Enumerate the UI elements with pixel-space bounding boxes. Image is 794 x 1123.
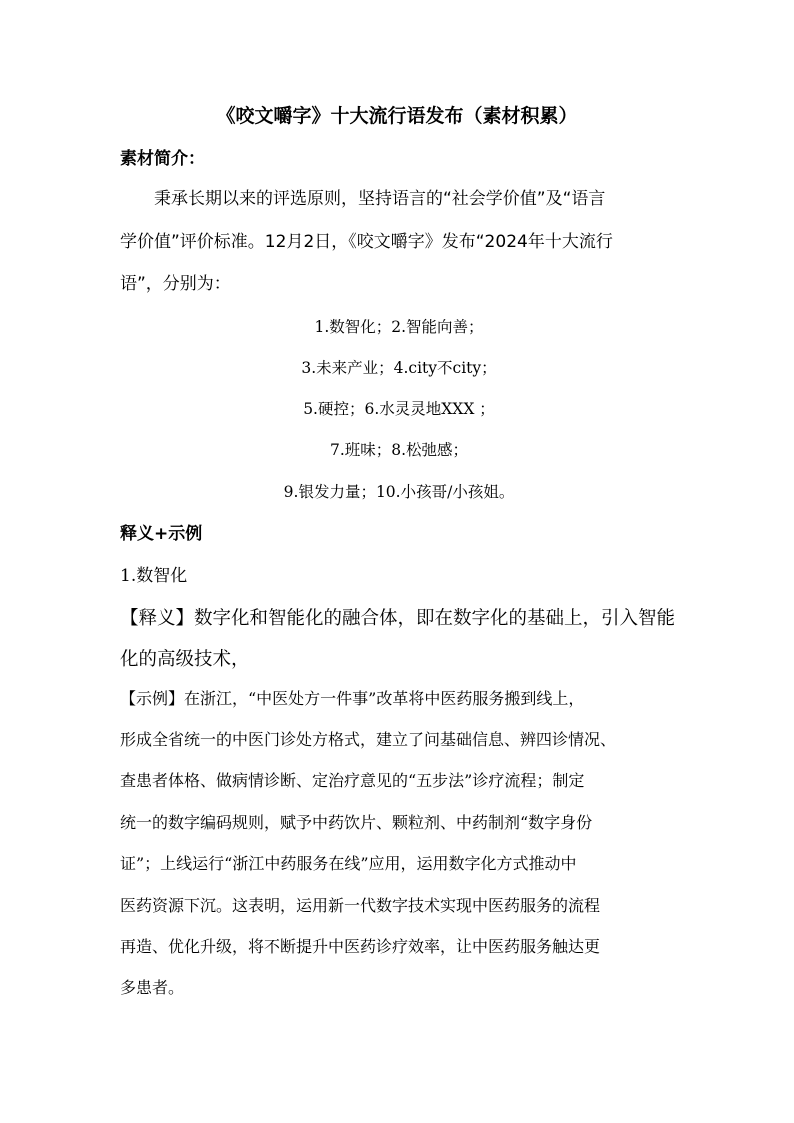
- example-line-1: 【示例】在浙江，“中医处方一件事”改革将中医药服务搬到线上，: [120, 689, 585, 708]
- definition-line-2: 化的高级技术，: [120, 649, 250, 670]
- explain-heading: 释义+示例: [120, 524, 203, 544]
- intro-line-1: 秉承长期以来的评选原则，坚持语言的“社会学价值”及“语言: [154, 189, 606, 209]
- phrase-line-4: 7.班味；8.松弛感；: [329, 441, 469, 459]
- example-line-5: 证”；上线运行“浙江中药服务在线”应用，运用数字化方式推动中: [120, 854, 577, 873]
- example-line-4: 统一的数字编码规则，赋予中药饮片、颗粒剂、中药制剂“数字身份: [120, 813, 593, 832]
- intro-line-3: 语”，分别为：: [120, 274, 231, 294]
- phrase-line-3: 5.硬控；6.水灵灵地XXX ；: [303, 400, 495, 418]
- example-line-2: 形成全省统一的中医门诊处方格式，建立了问基础信息、辨四诊情况、: [120, 730, 617, 749]
- intro-heading: 素材简介：: [120, 149, 205, 169]
- example-line-3: 查患者体格、做病情诊断、定治疗意见的“五步法”诊疗流程；制定: [120, 771, 585, 790]
- example-line-8: 多患者。: [120, 978, 185, 997]
- document-title: 《咬文嚼字》十大流行语发布（素材积累）: [216, 105, 578, 127]
- phrase-line-2: 3.未来产业；4.city不city；: [301, 359, 497, 377]
- phrase-line-5: 9.银发力量；10.小孩哥/小孩姐。: [283, 483, 515, 501]
- phrase-line-1: 1.数智化；2.智能向善；: [314, 318, 484, 336]
- example-line-6: 医药资源下沉。这表明，运用新一代数字技术实现中医药服务的流程: [120, 896, 601, 915]
- intro-line-2: 学价值”评价标准。12月2日，《咬文嚼字》发布“2024年十大流行: [120, 232, 613, 252]
- item-title: 1.数智化: [120, 566, 188, 586]
- example-line-7: 再造、优化升级，将不断提升中医药诊疗效率，让中医药服务触达更: [120, 937, 601, 956]
- definition-line-1: 【释义】数字化和智能化的融合体，即在数字化的基础上，引入智能: [120, 608, 676, 629]
